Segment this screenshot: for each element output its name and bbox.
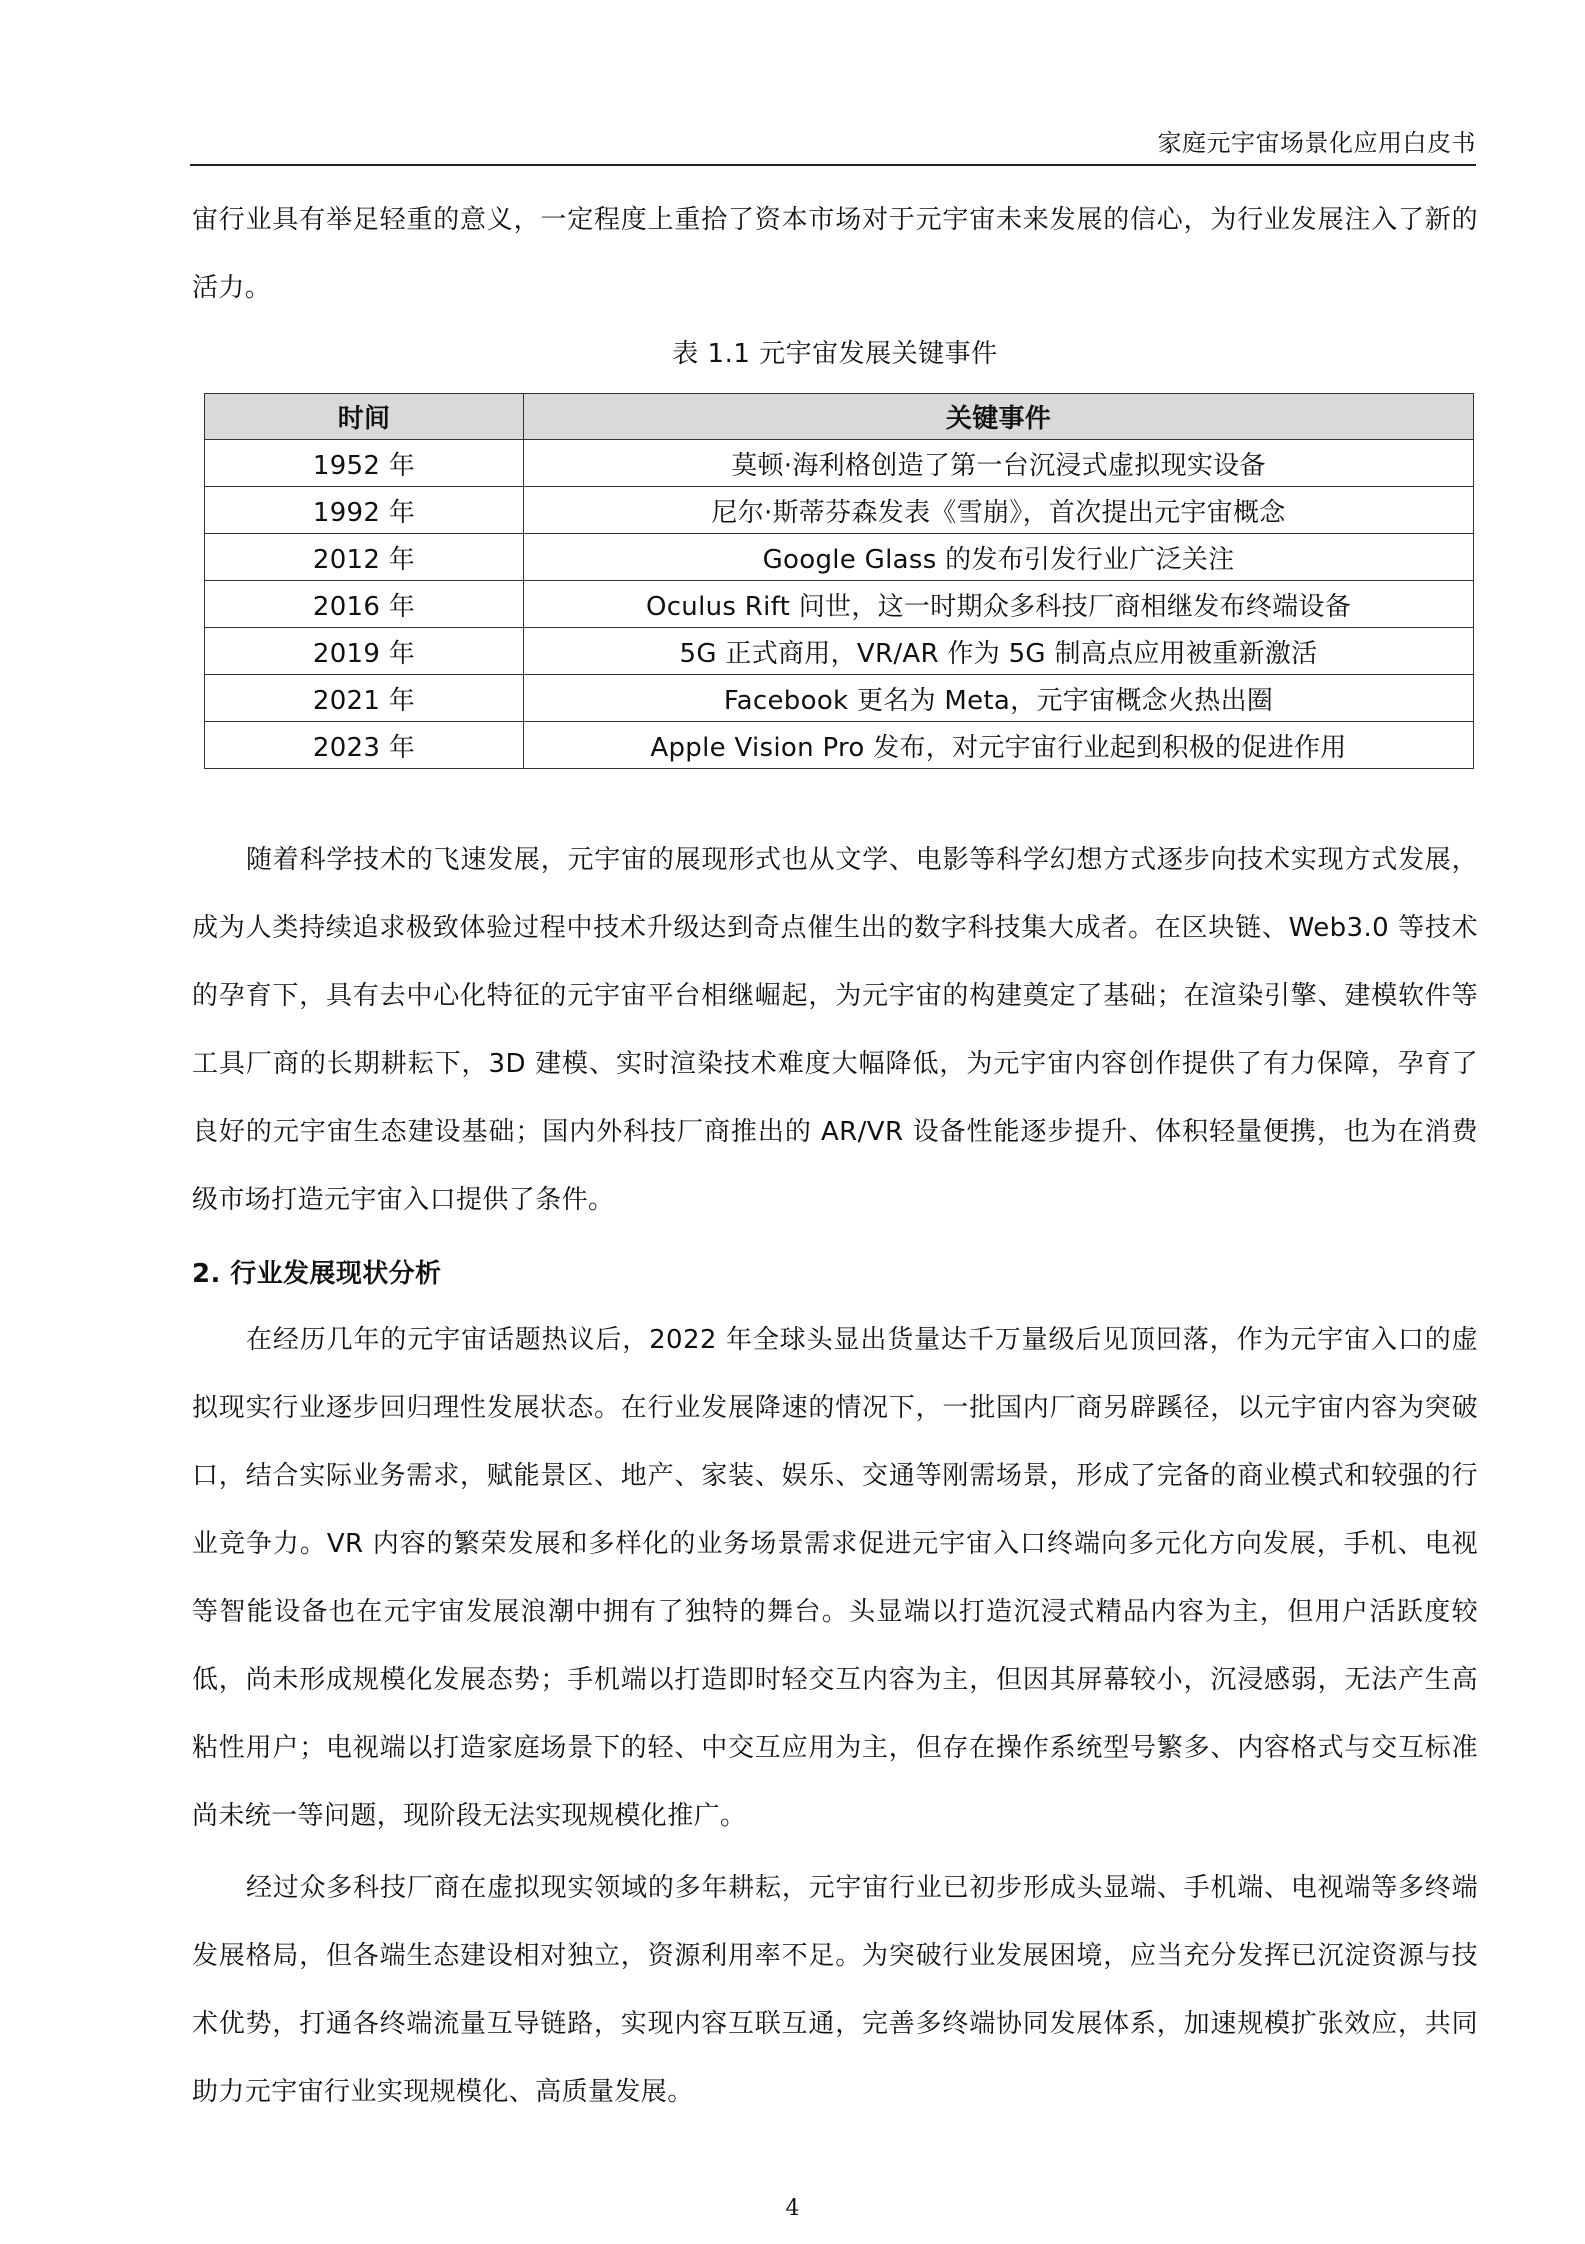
row-year: 2021 年 [205,675,524,722]
table-row [205,722,1474,769]
intro-paragraph: 宙行业具有举足轻重的意义，一定程度上重拾了资本市场对于元宇宙未来发展的信心，为行业发展注入了新的活力。 [192,205,1478,303]
header-time: 时间 [205,394,524,440]
status-analysis-paragraph: 在经历几年的元宇宙话题热议后，2022 年全球头显出货量达千万量级后见顶回落，作为元宇宙入口的虚拟现实行业逐步回归理性发展状态。在行业发展降速的情况下，一批国内厂商另辟蹊径，以元宇宙内容为突破口，结合实际业务需求，赋能景区、地产、家装、娱乐、交通等刚需场景，形成了完备的商业模式和较强的行业竞争力。VR 内容的繁荣发展和多样化的业务场景需求促进元宇宙入口终端向多元化方向发展，手机、电视等智能设备也在元宇宙发展浪潮中拥有了独特的舞台。头显端以打造沉浸式精品内容为主，但用户活跃度较低，尚未形成规模化发展态势；手机端以打造即时轻交互内容为主，但因其屏幕较小，沉浸感弱，无法产生高粘性用户；电视端以打造家庭场景下的轻、中交互应用为主，但存在操作系统型号繁多、内容格式与交互标准尚未统一等问题，现阶段无法实现规模化推广。 [192,1325,1478,1831]
conclusion-paragraph: 经过众多科技厂商在虚拟现实领域的多年耕耘，元宇宙行业已初步形成头显端、手机端、电视端等多终端发展格局，但各端生态建设相对独立，资源利用率不足。为突破行业发展困境，应当充分发挥已沉淀资源与技术优势，打通各终端流量互导链路，实现内容互联互通，完善多终端协同发展体系，加速规模扩张效应，共同助力元宇宙行业实现规模化、高质量发展。 [192,1873,1478,2107]
header-event: 关键事件 [524,394,1474,440]
row-event: 莫顿·海利格创造了第一台沉浸式虚拟现实设备 [524,440,1474,487]
table-row [205,487,1474,534]
table-caption: 表 1.1 元宇宙发展关键事件 [672,339,998,369]
row-year: 2019 年 [205,628,524,675]
section-heading: 2. 行业发展现状分析 [192,1259,442,1289]
header-title: 家庭元宇宙场景化应用白皮书 [1157,129,1476,157]
row-year: 2012 年 [205,534,524,581]
page-header [190,128,1476,166]
key-events-table [204,393,1474,769]
table-row [205,675,1474,722]
tech-development-paragraph: 随着科学技术的飞速发展，元宇宙的展现形式也从文学、电影等科学幻想方式逐步向技术实现方式发展，成为人类持续追求极致体验过程中技术升级达到奇点催生出的数字科技集大成者。在区块链、Web3.0 等技术的孕育下，具有去中心化特征的元宇宙平台相继崛起，为元宇宙的构建奠定了基础；在渲染引擎、建模软件等工具厂商的长期耕耘下，3D 建模、实时渲染技术难度大幅降低，为元宇宙内容创作提供了有力保障，孕育了良好的元宇宙生态建设基础；国内外科技厂商推出的 AR/VR 设备性能逐步提升、体积轻量便携，也为在消费级市场打造元宇宙入口提供了条件。 [192,845,1478,1215]
page-number: 4 [785,2196,800,2221]
row-event: Google Glass 的发布引发行业广泛关注 [524,534,1474,581]
table-row [205,440,1474,487]
row-event: Facebook 更名为 Meta，元宇宙概念火热出圈 [524,675,1474,722]
row-year: 2023 年 [205,722,524,769]
row-event: Oculus Rift 问世，这一时期众多科技厂商相继发布终端设备 [524,581,1474,628]
row-event: 5G 正式商用，VR/AR 作为 5G 制高点应用被重新激活 [524,628,1474,675]
table-row [205,534,1474,581]
row-year: 1952 年 [205,440,524,487]
row-year: 2016 年 [205,581,524,628]
table-header-row [205,394,1474,440]
table-row [205,581,1474,628]
row-event: 尼尔·斯蒂芬森发表《雪崩》，首次提出元宇宙概念 [524,487,1474,534]
row-event: Apple Vision Pro 发布，对元宇宙行业起到积极的促进作用 [524,722,1474,769]
row-year: 1992 年 [205,487,524,534]
table-row [205,628,1474,675]
